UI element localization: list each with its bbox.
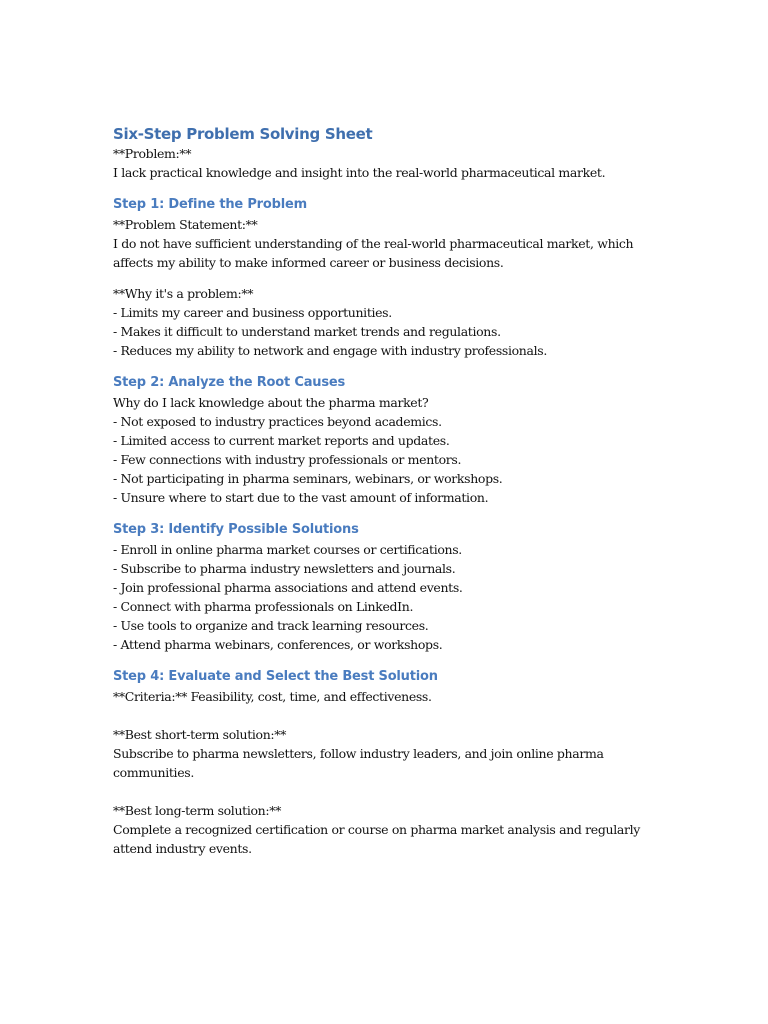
- problem-statement-line: I do not have sufficient understanding of the real-world pharmaceutical market, which: [113, 236, 634, 251]
- solution-item: - Join professional pharma associations and attend events.: [113, 580, 463, 595]
- solution-item: - Enroll in online pharma market courses or certifications.: [113, 542, 462, 557]
- root-cause-item: - Few connections with industry professionals or mentors.: [113, 452, 462, 467]
- why-problem-item: - Reduces my ability to network and engage with industry professionals.: [113, 343, 547, 358]
- paragraph-gap: [113, 706, 653, 725]
- solution-item: - Attend pharma webinars, conferences, or workshops.: [113, 637, 443, 652]
- why-problem-item: - Makes it difficult to understand market trends and regulations.: [113, 324, 501, 339]
- why-problem-label: **Why it's a problem:**: [113, 286, 254, 301]
- root-cause-item: - Not exposed to industry practices beyond academics.: [113, 414, 442, 429]
- root-cause-item: - Not participating in pharma seminars, webinars, or workshops.: [113, 471, 503, 486]
- paragraph-gap: [113, 782, 653, 801]
- root-cause-question: Why do I lack knowledge about the pharma market?: [113, 395, 429, 410]
- long-term-label: **Best long-term solution:**: [113, 803, 282, 818]
- long-term-line: attend industry events.: [113, 841, 252, 856]
- document-page: [113, 124, 653, 858]
- step-2-heading: Step 2: Analyze the Root Causes: [113, 375, 346, 390]
- solution-item: - Connect with pharma professionals on LinkedIn.: [113, 599, 414, 614]
- root-cause-item: - Unsure where to start due to the vast amount of information.: [113, 490, 489, 505]
- document-title: Six-Step Problem Solving Sheet: [113, 125, 373, 143]
- problem-statement-label: **Problem Statement:**: [113, 217, 258, 232]
- short-term-line: Subscribe to pharma newsletters, follow industry leaders, and join online pharma: [113, 746, 604, 761]
- solution-item: - Subscribe to pharma industry newsletters and journals.: [113, 561, 456, 576]
- problem-label: **Problem:**: [113, 146, 192, 161]
- solution-item: - Use tools to organize and track learning resources.: [113, 618, 429, 633]
- long-term-line: Complete a recognized certification or course on pharma market analysis and regularly: [113, 822, 640, 837]
- step-3-heading: Step 3: Identify Possible Solutions: [113, 522, 359, 537]
- root-cause-item: - Limited access to current market reports and updates.: [113, 433, 450, 448]
- step-4-heading: Step 4: Evaluate and Select the Best Solution: [113, 669, 438, 684]
- problem-text: I lack practical knowledge and insight into the real-world pharmaceutical market.: [113, 165, 606, 180]
- problem-statement-line: affects my ability to make informed career or business decisions.: [113, 255, 504, 270]
- criteria-text: **Criteria:** Feasibility, cost, time, and effectiveness.: [113, 689, 432, 704]
- why-problem-item: - Limits my career and business opportunities.: [113, 305, 392, 320]
- step-1-heading: Step 1: Define the Problem: [113, 197, 307, 212]
- paragraph-gap: [113, 272, 653, 284]
- short-term-label: **Best short-term solution:**: [113, 727, 287, 742]
- short-term-line: communities.: [113, 765, 194, 780]
